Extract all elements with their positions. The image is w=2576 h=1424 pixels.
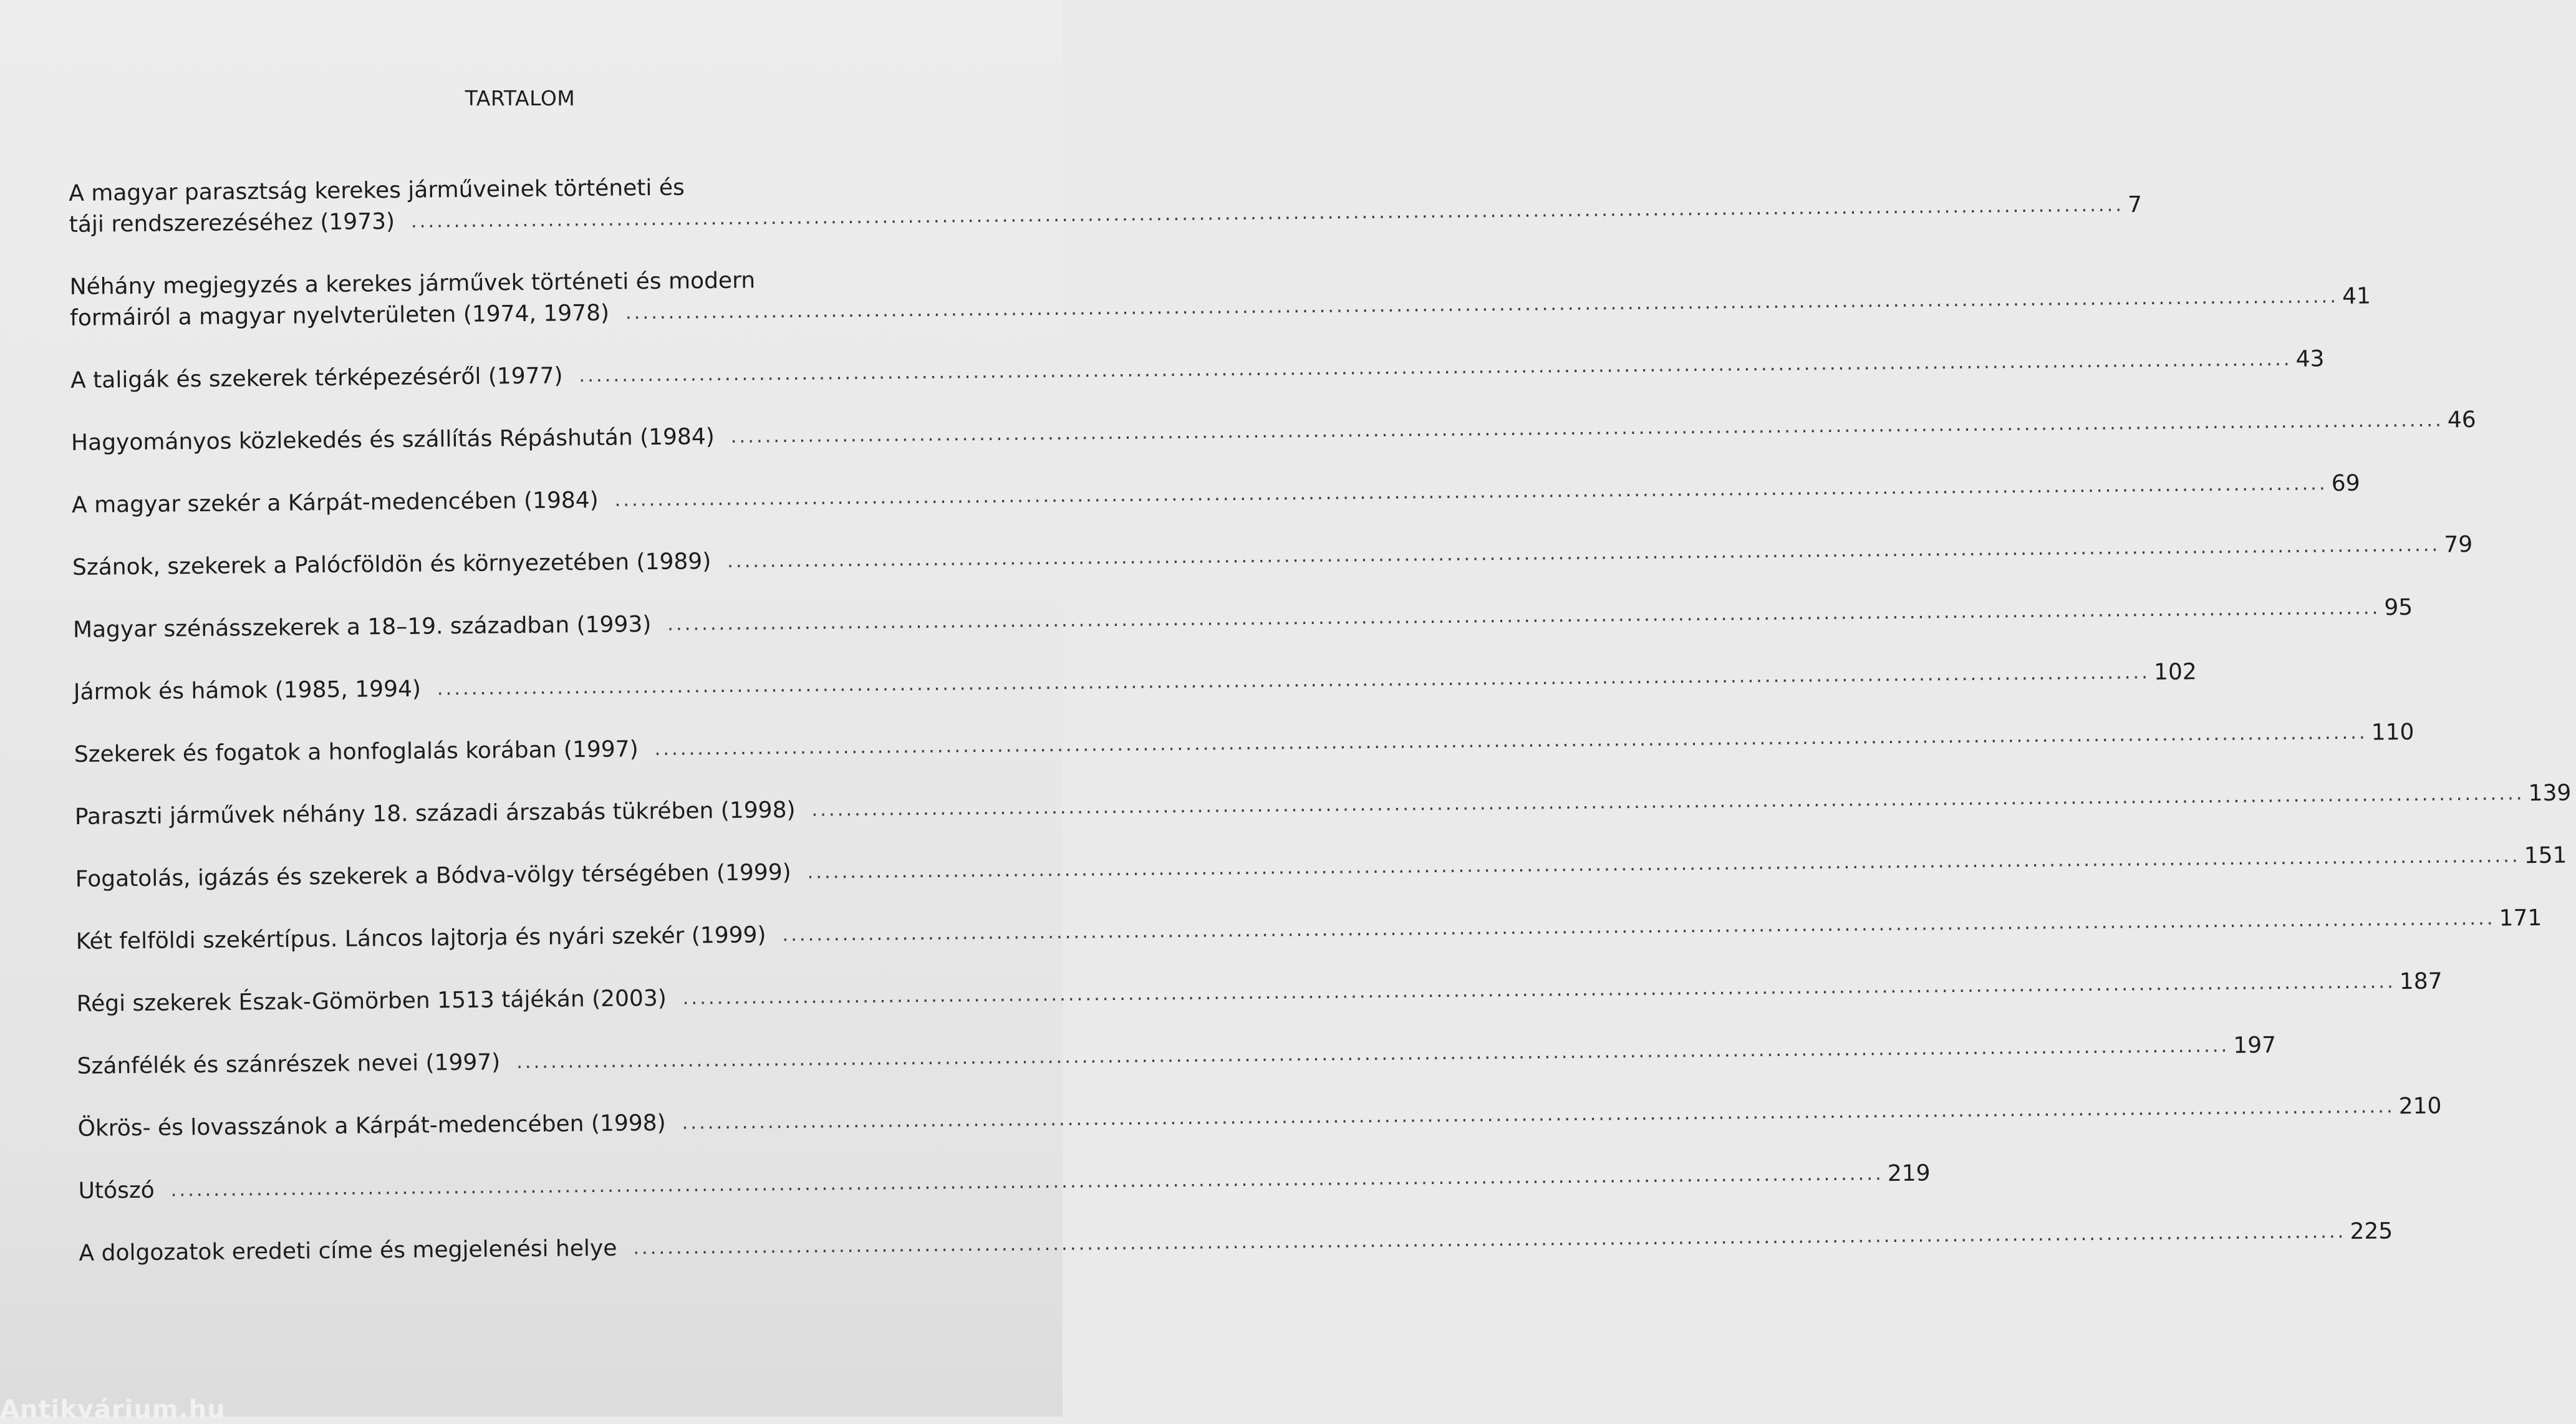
toc-entry xyxy=(78,1160,1931,1207)
toc-entry-title: Szekerek és fogatok a honfoglalás korában (1997) xyxy=(74,736,639,767)
toc-entry-title: Ökrös- és lovasszánok a Kárpát-medencében (1998) xyxy=(77,1110,666,1142)
toc-entry xyxy=(79,1218,2393,1269)
toc-entry xyxy=(71,470,2360,521)
toc-entry-page: 225 xyxy=(2350,1218,2393,1244)
dot-leader: ........................................................................................................................................................................................................ xyxy=(682,1095,2395,1134)
toc-entry xyxy=(75,905,2542,958)
toc-entry-title: Utószó xyxy=(78,1177,155,1204)
dot-leader: ........................................................................................................................................................................................................ xyxy=(654,721,2368,761)
toc-entry-title: A taligák és szekerek térképezéséről (1977) xyxy=(70,363,563,393)
toc-entry-page: 139 xyxy=(2528,780,2572,807)
dot-leader: ........................................................................................................................................................................................................ xyxy=(516,1034,2230,1074)
toc-entry-title-line: A magyar parasztság kerekes járműveinek történeti és xyxy=(69,175,685,206)
toc-entry xyxy=(69,263,2371,334)
toc-entry-title: táji rendszerezéséhez (1973) xyxy=(69,208,395,238)
toc-entry-page: 197 xyxy=(2233,1032,2277,1059)
toc-entry-page: 95 xyxy=(2384,594,2413,621)
toc-entry-title: Szánfélék és szánrészek nevei (1997) xyxy=(77,1049,501,1079)
toc-entry-page: 41 xyxy=(2342,283,2371,310)
toc-entry-title: Két felföldi szekértípus. Láncos lajtorja és nyári szekér (1999) xyxy=(75,922,766,955)
toc-entry xyxy=(77,1093,2442,1145)
toc-entry-title: A magyar szekér a Kárpát-medencében (1984) xyxy=(71,487,599,518)
toc-entry xyxy=(77,1032,2277,1082)
dot-leader: ........................................................................................................................................................................................................ xyxy=(727,534,2441,572)
toc-entry xyxy=(76,968,2443,1020)
toc-entry-title: Jármok és hámok (1985, 1994) xyxy=(73,676,422,705)
dot-leader: ........................................................................................................................................................................................................ xyxy=(633,1221,2347,1259)
toc-entry-title-line: Néhány megjegyzés a kerekes járművek történeti és modern xyxy=(69,267,756,300)
toc-entry-title: Régi szekerek Észak-Gömörben 1513 tájékán (2003) xyxy=(76,985,667,1017)
toc-entry-page: 46 xyxy=(2447,407,2476,433)
toc-entry-page: 43 xyxy=(2295,346,2325,372)
dot-leader: ........................................................................................................................................................................................................ xyxy=(410,194,2125,233)
toc-entry xyxy=(72,594,2413,646)
toc-entry xyxy=(70,346,2325,397)
table-of-contents xyxy=(69,170,2572,1301)
dot-leader: ........................................................................................................................................................................................................ xyxy=(437,661,2151,700)
dot-leader: ........................................................................................................................................................................................................ xyxy=(170,1163,1884,1201)
toc-entry-page: 69 xyxy=(2331,470,2360,497)
dot-leader: ........................................................................................................................................................................................................ xyxy=(811,782,2525,821)
toc-entry-title: Szánok, szekerek a Palócföldön és környezetében (1989) xyxy=(72,549,712,580)
dot-leader: ........................................................................................................................................................................................................ xyxy=(730,409,2444,448)
toc-entry-title: A dolgozatok eredeti címe és megjelenési helye xyxy=(79,1235,617,1266)
toc-entry-title: Hagyományos közlekedés és szállítás Répáshután (1984) xyxy=(70,424,715,456)
toc-entry xyxy=(75,842,2567,895)
toc-entry-page: 110 xyxy=(2371,719,2414,746)
toc-entry-page: 102 xyxy=(2153,659,2197,685)
toc-entry-page: 151 xyxy=(2524,842,2567,869)
dot-leader: ........................................................................................................................................................................................................ xyxy=(807,845,2521,883)
dot-leader: ........................................................................................................................................................................................................ xyxy=(667,597,2381,635)
toc-entry xyxy=(73,659,2197,708)
dot-leader: ........................................................................................................................................................................................................ xyxy=(614,473,2328,511)
toc-entry xyxy=(74,719,2414,771)
toc-entry xyxy=(72,532,2473,584)
toc-entry-page: 219 xyxy=(1887,1160,1931,1187)
toc-entry-title: Magyar szénásszekerek a 18–19. században (1993) xyxy=(72,612,652,643)
toc-entry-page: 210 xyxy=(2398,1093,2442,1120)
dot-leader: ........................................................................................................................................................................................................ xyxy=(625,286,2339,324)
toc-entry xyxy=(74,780,2572,833)
toc-entry xyxy=(70,407,2476,459)
dot-leader: ........................................................................................................................................................................................................ xyxy=(782,907,2496,946)
toc-entry-title: Fogatolás, igázás és szekerek a Bódva-völgy térségében (1999) xyxy=(75,859,791,892)
toc-entry xyxy=(69,170,2143,241)
toc-entry-title: formáiról a magyar nyelvterületen (1974, 1978) xyxy=(69,300,610,331)
toc-entry-page: 187 xyxy=(2399,968,2443,995)
dot-leader: ........................................................................................................................................................................................................ xyxy=(579,348,2292,387)
toc-entry-page: 171 xyxy=(2499,905,2542,931)
toc-entry-page: 7 xyxy=(2127,192,2143,218)
watermark: Antikvárium.hu xyxy=(0,1395,226,1424)
page-title: TARTALOM xyxy=(465,86,576,110)
dot-leader: ........................................................................................................................................................................................................ xyxy=(682,971,2396,1009)
toc-entry-page: 79 xyxy=(2444,532,2473,558)
toc-entry-title: Paraszti járművek néhány 18. századi árszabás tükrében (1998) xyxy=(74,797,796,830)
